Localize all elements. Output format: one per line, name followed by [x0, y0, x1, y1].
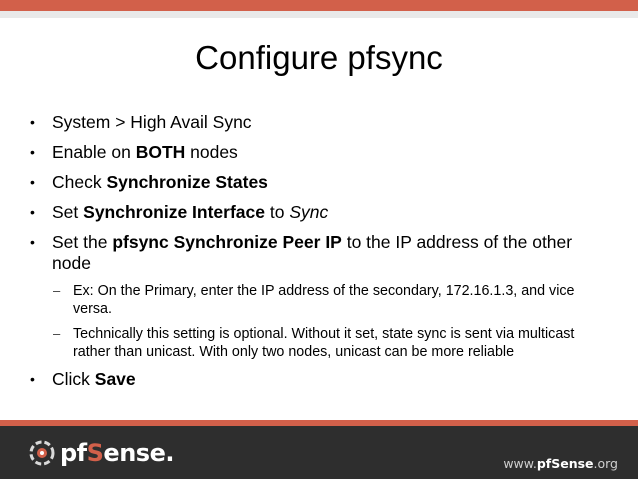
bullet-item	[30, 369, 610, 390]
url-suffix: .org	[593, 456, 618, 471]
bullet-item	[30, 202, 610, 223]
website-url	[503, 456, 618, 471]
bullet-dot: •	[30, 204, 35, 220]
logo-text-ense: ense.	[103, 439, 174, 467]
logo-wordmark	[60, 439, 174, 467]
bullet-emphasis: Synchronize Interface	[83, 202, 266, 222]
bullet-item	[30, 232, 610, 274]
bullet-item	[30, 172, 610, 193]
url-brand: pfSense	[536, 456, 594, 471]
bullet-text: Set	[52, 202, 84, 222]
bullet-text: nodes	[185, 142, 238, 162]
bullet-italic: Sync	[289, 202, 329, 222]
bullet-emphasis: Synchronize States	[106, 172, 268, 192]
bullet-dot: •	[30, 174, 35, 190]
bullet-text: Enable on	[52, 142, 136, 162]
footer-bar	[0, 426, 638, 479]
logo-text-s: S	[86, 439, 104, 467]
pfsense-logo-icon	[28, 439, 56, 467]
top-divider	[0, 11, 638, 18]
bullet-list	[30, 112, 610, 399]
sub-bullet-dash: –	[53, 283, 61, 298]
bullet-text: to the IP address of the other node	[52, 232, 573, 273]
bullet-text: System > High Avail Sync	[52, 112, 252, 132]
bullet-dot: •	[30, 371, 35, 387]
url-prefix: www.	[503, 456, 537, 471]
bullet-text: Set the	[52, 232, 113, 252]
bullet-emphasis: pfsync Synchronize Peer IP	[112, 232, 342, 252]
sub-bullet-dash: –	[53, 326, 61, 341]
slide-title: Configure pfsync	[195, 39, 443, 76]
bullet-dot: •	[30, 234, 35, 250]
bullet-item	[30, 142, 610, 163]
bullet-text: Click	[52, 369, 95, 389]
bullet-dot: •	[30, 144, 35, 160]
sub-bullet-text: Ex: On the Primary, enter the IP address of the secondary, 172.16.1.3, and vice versa.	[73, 283, 575, 317]
sub-bullet-item	[30, 325, 610, 361]
bullet-text: to	[265, 202, 290, 222]
sub-bullet-text: Technically this setting is optional. Without it set, state sync is sent via multicast rather than unicast. With only two nodes, unicast can be more reliable	[73, 326, 575, 360]
bullet-text: Check	[52, 172, 107, 192]
bullet-emphasis: Save	[94, 369, 136, 389]
bullet-emphasis: BOTH	[135, 142, 186, 162]
bullet-dot: •	[30, 114, 35, 130]
bullet-item	[30, 112, 610, 133]
logo-text-pf: pf	[60, 439, 87, 467]
top-accent-bar	[0, 0, 638, 11]
sub-bullet-item	[30, 282, 610, 318]
